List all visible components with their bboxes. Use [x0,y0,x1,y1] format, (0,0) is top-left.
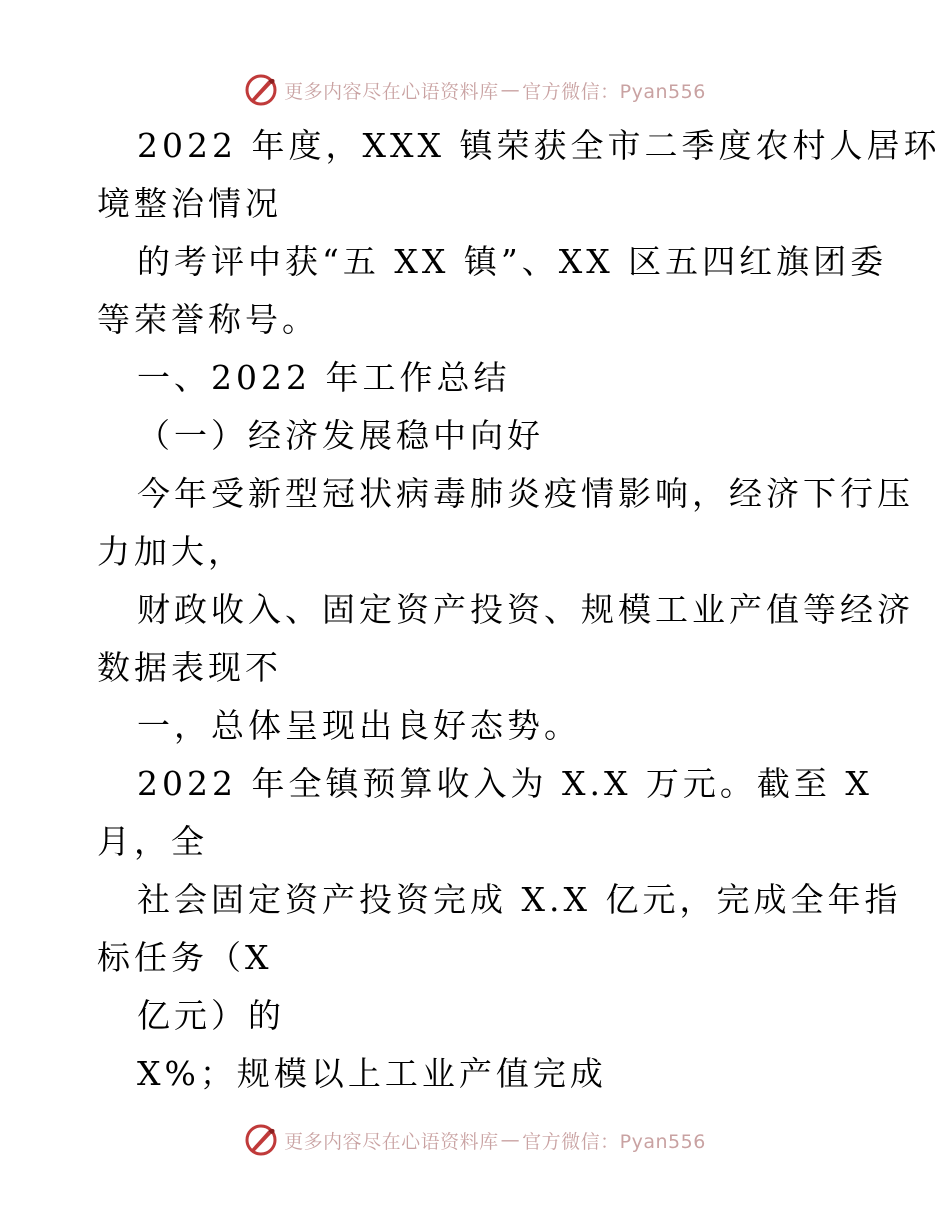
paragraph-line: 2022 年全镇预算收入为 X.X 万元。截至 X [137,764,873,803]
paragraph-line: 境整治情况 [97,184,282,223]
document-body [97,117,941,1103]
watermark-separator: — [500,1129,521,1151]
watermark-official: 官方微信：Pyan556 [522,80,706,103]
subsection-heading: （一）经济发展稳中向好 [137,416,544,455]
watermark-text: 更多内容尽在心语资料库 [284,80,499,103]
watermark-separator: — [500,79,521,101]
paragraph-line: 月，全 [97,822,208,861]
header-watermark [0,70,950,110]
paragraph-line: 的考评中获“五 XX 镇”、XX 区五四红旗团委 [137,242,888,281]
paragraph-line: 财政收入、固定资产投资、规模工业产值等经济 [137,590,914,629]
paragraph-line: 一，总体呈现出良好态势。 [137,706,581,745]
section-heading: 一、2022 年工作总结 [137,358,511,397]
paragraph-line: 2022 年度，XXX 镇荣获全市二季度农村人居环 [137,126,941,165]
paragraph-line: 亿元）的 [137,996,285,1035]
paragraph-line: 等荣誉称号。 [97,300,319,339]
footer-watermark [0,1120,950,1160]
paragraph-line: 力加大， [97,532,245,571]
paragraph-line: 数据表现不 [97,648,282,687]
paragraph-line: 标任务（X [97,938,273,977]
paragraph-line: 今年受新型冠状病毒肺炎疫情影响，经济下行压 [137,474,914,513]
watermark-official: 官方微信：Pyan556 [522,1130,706,1153]
paragraph-line: 社会固定资产投资完成 X.X 亿元，完成全年指 [137,880,902,919]
quill-logo-icon [244,1123,278,1157]
watermark-text: 更多内容尽在心语资料库 [284,1130,499,1153]
quill-logo-icon [244,73,278,107]
paragraph-line: X%；规模以上工业产值完成 [137,1054,607,1093]
